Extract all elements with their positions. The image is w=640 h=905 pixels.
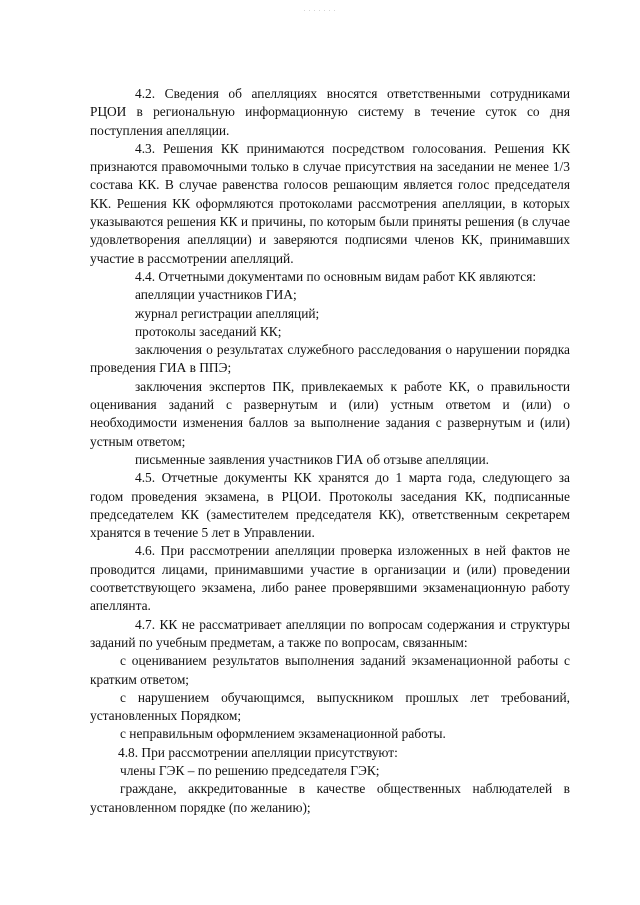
paragraph-4-8: 4.8. При рассмотрении апелляции присутствуют: [118,744,398,760]
paragraph-4-7: 4.7. КК не рассматривает апелляции по вопросам содержания и структуры заданий по учебным предметам, а также по вопросам, связанным: [90,616,570,650]
list-item: с неправильным оформлением экзаменационной работы. [120,726,446,742]
list-item: члены ГЭК – по решению председателя ГЭК; [120,762,380,778]
paragraph-4-5: 4.5. Отчетные документы КК хранятся до 1 марта года, следующего за годом проведения экзамена, в РЦОИ. Протоколы заседания КК, подписанные председателем КК (заместителем председателя КК), ответственным секретарем хранятся в течение 5 лет в Управлении. [90,470,570,541]
list-item: протоколы заседаний КК; [135,323,282,339]
list-item: заключения экспертов ПК, привлекаемых к работе КК, о правильности оценивания заданий с развернутым и (или) устным ответом и (или) о необходимости изменения баллов за выполнение задания с развернутым и (или) устным ответом; [90,378,570,449]
list-item: с нарушением обучающимся, выпускником прошлых лет требований, установленных Порядком; [90,689,570,724]
list-item: журнал регистрации апелляций; [135,305,320,321]
paragraph-4-2: 4.2. Сведения об апелляциях вносятся ответственными сотрудниками РЦОИ в региональную информационную систему в течение суток со дня поступления апелляции. [90,86,570,138]
paragraph-4-3: 4.3. Решения КК принимаются посредством голосования. Решения КК признаются правомочными только в случае присутствия на заседании не менее 1/3 состава КК. В случае равенства голосов решающим является голос председателя КК. Решения КК оформляются протоколами рассмотрения апелляции, в которых указываются решения КК и причины, по которым были приняты решения (в случае удовлетворения апелляции) и заверяются подписями членов КК, принимавших участие в рассмотрении апелляций. [90,140,570,266]
list-item: письменные заявления участников ГИА об отзыве апелляции. [135,451,490,467]
list-item: заключения о результатах служебного расследования о нарушении порядка проведения ГИА в ППЭ; [90,342,570,376]
document-body [90,85,570,817]
list-item: с оцениванием результатов выполнения заданий экзаменационной работы с кратким ответом; [90,653,570,687]
paragraph-4-6: 4.6. При рассмотрении апелляции проверка изложенных в ней фактов не проводится лицами, принимавшими участие в организации и (или) проведении соответствующего экзамена, либо ранее проверявшими экзаменационную работу апеллянта. [90,543,570,614]
paragraph-4-4: 4.4. Отчетными документами по основным видам работ КК являются: [135,268,537,284]
list-item: апелляции участников ГИА; [135,287,297,303]
header-mark: . . . . . . . [303,7,337,13]
list-item: граждане, аккредитованные в качестве общественных наблюдателей в установленном порядке (по желанию); [90,781,570,815]
